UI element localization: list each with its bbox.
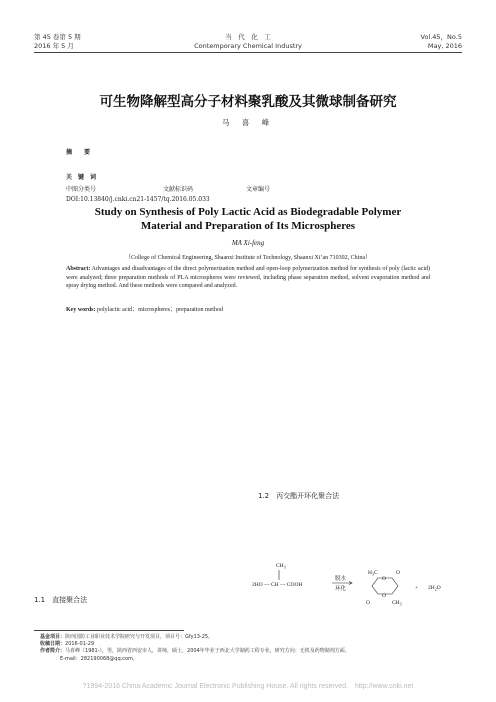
article-affiliation-en: （College of Chemical Engineering, Shaanxi Institute of Technology, Shaanxi Xi’an 710302, China） — [124, 255, 372, 261]
clc-label: 中图分类号 — [66, 186, 97, 193]
abstract-label-zh: 摘 要 — [66, 149, 91, 156]
header-volume: 第 45 卷第 5 期 — [34, 33, 81, 41]
footnote — [40, 634, 460, 663]
chem-ch3-top: $CH_3$ — [276, 563, 286, 570]
footnote-divider — [34, 630, 184, 631]
chem-reactant: 2HO — CH — COOH — [252, 582, 303, 588]
section-heading-1-2: 1.2 丙交酯开环化聚合法 — [258, 492, 340, 500]
header-month-year: May, 2016 — [427, 42, 462, 50]
keywords-en — [66, 304, 430, 313]
chem-water: $2H_2O$ — [428, 585, 441, 592]
copyright-watermark: ?1994-2016 China Academic Journal Electronic Publishing House. All rights reserved. http://www.cnki.net — [82, 683, 414, 690]
lactide-synthesis-equation — [250, 560, 450, 610]
chem-plus: + — [415, 585, 419, 591]
footnote-author-bio: 作者简介：马喜峰（1981-），男，陕西省西安市人，讲师，硕士，2004年毕业于西北大学制药工程专业，研究方向：无机及药物制剂方面。 — [40, 648, 350, 655]
keywords-label-zh: 关 键 词 — [66, 174, 97, 181]
chem-h3c: $H_3C$ — [368, 570, 378, 577]
article-id-label: 文章编号 — [246, 186, 271, 193]
article-title-en — [0, 206, 496, 233]
header-date: 2016 年 5 月 — [34, 42, 74, 50]
chem-ring-o-bottom: O — [382, 593, 386, 599]
header-divider — [34, 52, 462, 53]
title-en-line2: Material and Preparation of Its Microspheres — [140, 219, 356, 232]
chem-carbonyl-o-bottom: O — [366, 600, 370, 606]
footnote-received: 收稿日期：2016-01-29 — [40, 641, 95, 648]
footnote-fund: 基金项目：陕西国防工业职业技术学院研究与开发项目，项目号：Gfy13-25。 — [40, 634, 214, 640]
title-en-line1: Study on Synthesis of Poly Lactic Acid as Biodegradable Polymer — [94, 206, 402, 218]
header-journal-en: Contemporary Chemical Industry — [194, 42, 302, 50]
abstract-en-text: Advantages and disadvantages of the direct polymerization method and open-loop polymerization method for synthesis of poly (lactic acid) were analyzed; three preparation methods of PLA microspheres were reviewed, including phase separation method, solvent evaporation method and spray drying method. And these methods were compared and analyzed. — [66, 266, 430, 290]
keywords-en-label: Key words: — [66, 307, 96, 313]
article-author-zh: 马 喜 峰 — [221, 118, 275, 127]
doc-code-label: 文献标识码 — [163, 186, 194, 193]
keywords-en-text: polylactic acid；microspheres；preparation method — [97, 307, 223, 313]
article-author-en: MA Xi-feng — [231, 239, 265, 247]
chem-carbonyl-o-top: O — [396, 570, 400, 576]
doi: DOI:10.13840/j.cnki.cn21-1457/tq.2016.05.033 — [66, 196, 210, 203]
footnote-email: E-mail：282190068@qq.com。 — [60, 655, 138, 662]
chem-ring-o-top: O — [382, 576, 386, 582]
header-vol-number: Vol.45，No.5 — [420, 33, 462, 41]
chem-arrow-top-label: 脱水 — [335, 576, 347, 582]
abstract-en — [66, 265, 430, 291]
header-journal-zh: 当 代 化 工 — [225, 33, 271, 41]
header-volume-en — [421, 33, 463, 51]
chem-arrow-bottom-label: 环化 — [335, 586, 347, 592]
article-title-zh: 可生物降解型高分子材料聚乳酸及其微球制备研究 — [99, 94, 397, 110]
chem-ch3-bottom: $CH_3$ — [392, 600, 402, 607]
abstract-en-label: Abstract: — [66, 266, 91, 272]
section-heading-1-1: 1.1 直接聚合法 — [34, 596, 88, 604]
